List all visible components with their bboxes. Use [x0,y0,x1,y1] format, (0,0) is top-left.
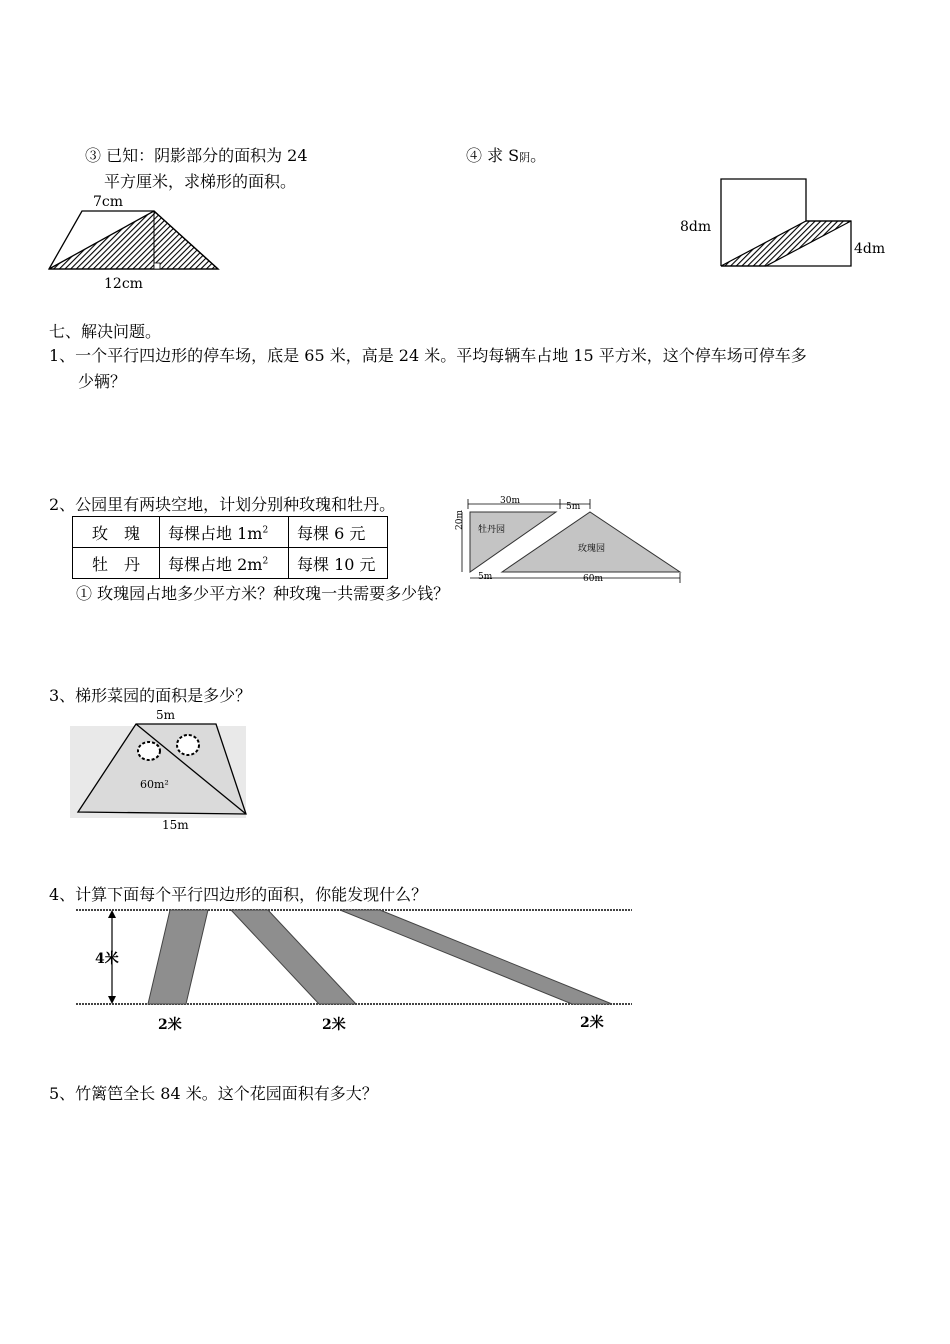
q3-trapezoid-figure [46,208,226,283]
p2-top1-label: 30m [500,496,520,506]
q4-shaded-parallelogram [721,221,851,266]
q4-title: ④ 求 S阴。 [466,146,547,165]
p3-cabbage-right [177,735,199,755]
parallelogram-1 [148,910,208,1004]
p4-base3-label: 2米 [580,1015,604,1031]
p1-line2: 少辆？ [78,372,127,391]
p2-side-label: 20m [455,510,465,530]
p3-garden-figure [70,718,250,818]
rose-garden-label: 玫瑰园 [578,544,606,554]
p4-title: 4、计算下面每个平行四边形的面积，你能发现什么？ [49,885,428,904]
q3-bottom-label: 12cm [104,276,143,292]
p4-base1-label: 2米 [158,1017,182,1033]
p1-line1: 1、一个平行四边形的停车场，底是 65 米，高是 24 米。平均每辆车占地 15 平方米，这个停车场可停车多 [49,346,807,365]
p4-parallelograms-figure [76,908,636,1008]
q3-line2: 平方厘米，求梯形的面积。 [104,172,297,191]
q4-left-label: 8dm [680,219,712,235]
q4-right-label: 4dm [854,241,886,257]
q3-shaded-triangle [49,211,218,269]
p4-base2-label: 2米 [322,1017,346,1033]
p2-b2-label: 60m [583,574,603,584]
p3-top-label: 5m [156,708,176,722]
p5-title: 5、竹篱笆全长 84 米。这个花园面积有多大？ [49,1084,378,1103]
q3-top-label: 7cm [93,194,124,210]
q3-line1: ③ 已知：阴影部分的面积为 24 [85,146,308,165]
p2-b1-label: 5m [478,572,493,582]
p3-cabbage-left [138,742,160,760]
parallelogram-3 [340,910,612,1004]
p3-title: 3、梯形菜园的面积是多少？ [49,686,252,705]
peony-garden-label: 牡丹园 [478,525,506,535]
p4-height-label: 4米 [95,951,119,967]
p3-bottom-label: 15m [162,818,189,832]
q3-right-angle [154,263,160,269]
p3-area-label: 60m² [140,778,169,791]
p2-top2-label: 5m [566,502,581,512]
q4-figure [718,176,858,271]
p2-table [72,516,388,579]
table-row: 玫 瑰 每棵占地 $1m^2$ 每棵 6 元 [73,517,388,548]
p2-title: 2、公园里有两块空地，计划分别种玫瑰和牡丹。 [49,495,396,514]
table-row: 牡 丹 每棵占地 $2m^2$ 每棵 10 元 [73,548,388,579]
section-title: 七、解决问题。 [49,322,162,341]
parallelogram-2 [231,910,356,1004]
p2-sub1: ① 玫瑰园占地多少平方米？种玫瑰一共需要多少钱？ [76,584,450,603]
